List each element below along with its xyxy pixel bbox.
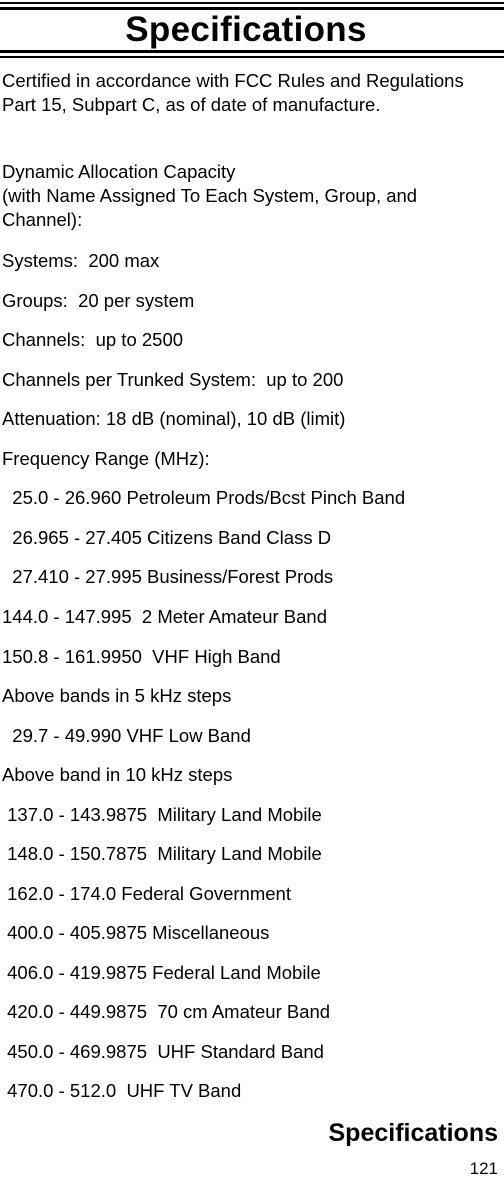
- frequency-line: 137.0 - 143.9875 Military Land Mobile: [2, 804, 322, 825]
- header-rule-bottom-thin: [0, 56, 504, 58]
- page-title: Specifications: [125, 10, 367, 49]
- spec-channels-per-trunked-system: Channels per Trunked System: up to 200: [2, 369, 344, 390]
- header-rule-bottom-thick: [0, 50, 504, 53]
- frequency-line: 470.0 - 512.0 UHF TV Band: [2, 1080, 242, 1101]
- certification-text: Certified in accordance with FCC Rules and Regulations Part 15, Subpart C, as of date of manufacture.: [2, 70, 469, 115]
- frequency-line: 406.0 - 419.9875 Federal Land Mobile: [2, 962, 321, 983]
- spec-groups: Groups: 20 per system: [2, 290, 195, 311]
- spec-systems: Systems: 200 max: [2, 250, 160, 271]
- spec-channels: Channels: up to 2500: [2, 329, 184, 350]
- frequency-line: 148.0 - 150.7875 Military Land Mobile: [2, 843, 322, 864]
- frequency-line: 26.965 - 27.405 Citizens Band Class D: [2, 527, 332, 548]
- frequency-line: 25.0 - 26.960 Petroleum Prods/Bcst Pinch Band: [2, 487, 406, 508]
- footer-section-title: Specifications: [328, 1119, 498, 1147]
- frequency-line: 27.410 - 27.995 Business/Forest Prods: [2, 566, 334, 587]
- header-rule-top-thin: [0, 2, 504, 4]
- frequency-line: 150.8 - 161.9950 VHF High Band: [2, 646, 281, 667]
- frequency-line: 29.7 - 49.990 VHF Low Band: [2, 725, 251, 746]
- frequency-line: 400.0 - 405.9875 Miscellaneous: [2, 922, 270, 943]
- frequency-line: 450.0 - 469.9875 UHF Standard Band: [2, 1041, 324, 1062]
- frequency-step-note: Above band in 10 kHz steps: [2, 764, 233, 785]
- spec-attenuation: Attenuation: 18 dB (nominal), 10 dB (limit): [2, 408, 346, 429]
- page-number: 121: [469, 1159, 498, 1178]
- frequency-line: 144.0 - 147.995 2 Meter Amateur Band: [2, 606, 327, 627]
- dynamic-allocation-text: Dynamic Allocation Capacity (with Name Assigned To Each System, Group, and Channel):: [2, 161, 418, 230]
- frequency-line: 420.0 - 449.9875 70 cm Amateur Band: [2, 1001, 331, 1022]
- frequency-range-label: Frequency Range (MHz):: [2, 448, 210, 469]
- frequency-line: 162.0 - 174.0 Federal Government: [2, 883, 291, 904]
- frequency-step-note: Above bands in 5 kHz steps: [2, 685, 232, 706]
